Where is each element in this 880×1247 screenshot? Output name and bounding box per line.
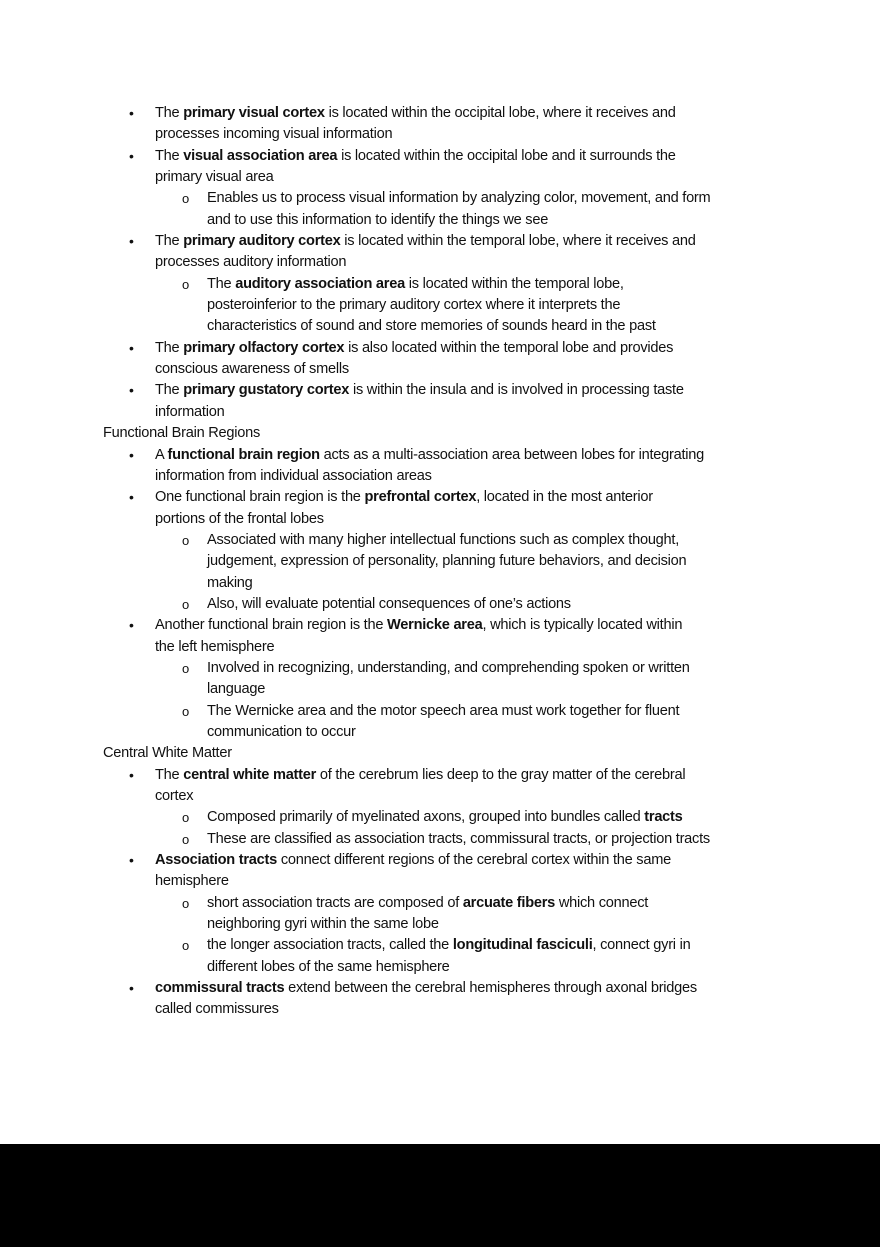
text-run: called commissures: [155, 1001, 279, 1018]
bold-term: commissural tracts: [155, 980, 285, 997]
bold-term: Association tracts: [155, 852, 278, 869]
bold-term: tracts: [644, 809, 683, 826]
line-text: [155, 786, 193, 807]
sub-bullet-circle-icon: o: [182, 532, 189, 548]
bold-term: arcuate fibers: [462, 894, 556, 911]
text-run: portions of the frontal lobes: [155, 510, 324, 527]
text-run: acts as a multi-association area between lobes for integrating: [319, 446, 705, 463]
text-run: primary visual area: [155, 169, 274, 186]
line-text: [155, 445, 704, 466]
bullet-line: [0, 252, 880, 273]
text-run: Associated with many higher intellectual functions such as complex thought,: [207, 531, 680, 548]
text-run: of the cerebrum lies deep to the gray matter of the cerebral: [316, 766, 686, 783]
bullet-dot-icon: •: [129, 766, 134, 783]
text-run: processes auditory information: [155, 254, 347, 271]
line-text: [155, 466, 432, 487]
line-text: [155, 509, 324, 530]
text-run: information from individual association areas: [155, 467, 432, 484]
sub-bullet-line: [0, 594, 880, 615]
bold-term: visual association area: [183, 147, 338, 164]
text-run: Involved in recognizing, understanding, and comprehending spoken or written: [207, 659, 690, 676]
text-run: The: [155, 382, 184, 399]
sub-bullet-line: [0, 658, 880, 679]
text-run: and to use this information to identify the things we see: [207, 211, 549, 228]
text-run: Another functional brain region is the: [155, 617, 388, 634]
bullet-line: [0, 999, 880, 1020]
sub-bullet-line: [0, 573, 880, 594]
bold-term: primary olfactory cortex: [183, 339, 345, 356]
bold-term: functional brain region: [167, 446, 320, 463]
sub-bullet-line: [0, 210, 880, 231]
text-run: hemisphere: [155, 873, 229, 890]
text-run: , located in the most anterior: [476, 489, 653, 506]
bullet-dot-icon: •: [129, 105, 134, 121]
sub-bullet-line: [0, 722, 880, 743]
bullet-line: [0, 103, 880, 124]
text-run: The: [207, 275, 236, 292]
line-text: [155, 252, 346, 273]
sub-bullet-line: [0, 274, 880, 295]
sub-bullet-line: [0, 935, 880, 956]
sub-bullet-line: [0, 188, 880, 209]
text-run: cortex: [155, 788, 194, 804]
text-run: information: [155, 403, 225, 420]
sub-bullet-line: [0, 914, 880, 935]
bullet-line: [0, 978, 880, 999]
text-run: is located within the temporal lobe, where it receives and: [340, 233, 696, 250]
sub-bullet-circle-icon: o: [182, 191, 189, 207]
text-run: characteristics of sound and store memories of sounds heard in the past: [207, 318, 656, 335]
line-text: [155, 978, 697, 999]
text-run: is within the insula and is involved in processing taste: [349, 382, 684, 399]
sub-bullet-circle-icon: o: [182, 810, 189, 826]
bullet-line: [0, 402, 880, 423]
sub-bullet-line: [0, 295, 880, 316]
text-run: judgement, expression of personality, planning future behaviors, and decision: [207, 553, 687, 570]
sub-bullet-line: [0, 829, 880, 850]
bullet-line: [0, 231, 880, 252]
bold-term: longitudinal fasciculi: [452, 937, 593, 954]
sub-bullet-line: [0, 679, 880, 700]
line-text: [155, 871, 229, 892]
line-text: [207, 722, 356, 743]
bold-term: Wernicke area: [387, 617, 483, 634]
bold-term: primary auditory cortex: [183, 233, 341, 250]
bullet-dot-icon: •: [129, 489, 134, 506]
bullet-line: [0, 786, 880, 807]
text-run: The: [155, 339, 184, 356]
line-text: [207, 658, 690, 679]
line-text: [207, 295, 620, 316]
line-text: [155, 765, 685, 786]
text-run: One functional brain region is the: [155, 489, 365, 506]
text-run: , connect gyri in: [592, 937, 691, 954]
text-run: The: [155, 147, 184, 164]
text-run: The Wernicke area and the motor speech area must work together for fluent: [207, 702, 680, 719]
bullet-line: [0, 637, 880, 658]
line-text: [207, 594, 571, 615]
text-run: the left hemisphere: [155, 638, 275, 655]
line-text: [155, 615, 682, 636]
text-run: language: [207, 681, 266, 698]
line-text: [103, 423, 260, 444]
line-text: [155, 338, 673, 359]
bold-term: primary visual cortex: [183, 105, 325, 121]
text-run: Functional Brain Regions: [103, 425, 261, 442]
bold-term: prefrontal cortex: [364, 489, 477, 506]
line-text: [207, 274, 624, 295]
document-body: [0, 103, 880, 1021]
bullet-line: [0, 615, 880, 636]
bullet-line: [0, 445, 880, 466]
sub-bullet-line: [0, 957, 880, 978]
bullet-line: [0, 466, 880, 487]
sub-bullet-circle-icon: o: [182, 938, 189, 954]
text-run: The: [155, 233, 184, 250]
text-run: short association tracts are composed of: [207, 894, 463, 911]
sub-bullet-circle-icon: o: [182, 660, 189, 676]
sub-bullet-circle-icon: o: [182, 596, 189, 612]
text-run: the longer association tracts, called the: [207, 937, 453, 954]
sub-bullet-line: [0, 807, 880, 828]
line-text: [155, 167, 274, 188]
sub-bullet-line: [0, 551, 880, 572]
sub-bullet-line: [0, 530, 880, 551]
bullet-dot-icon: •: [129, 617, 134, 634]
line-text: [155, 124, 392, 145]
line-text: [103, 743, 232, 764]
line-text: [207, 530, 679, 551]
line-text: [207, 807, 683, 828]
bold-term: primary gustatory cortex: [183, 382, 350, 399]
bold-term: central white matter: [183, 766, 317, 783]
bullet-line: [0, 359, 880, 380]
text-run: A: [155, 446, 168, 463]
text-run: The: [155, 105, 184, 121]
bullet-line: [0, 509, 880, 530]
line-text: [155, 103, 676, 124]
text-run: making: [207, 574, 253, 591]
text-run: connect different regions of the cerebral cortex within the same: [277, 852, 671, 869]
bottom-black-band: [0, 1144, 880, 1247]
line-text: [207, 188, 710, 209]
bullet-dot-icon: •: [129, 852, 134, 869]
sub-bullet-line: [0, 893, 880, 914]
bullet-dot-icon: •: [129, 382, 134, 399]
line-text: [207, 210, 548, 231]
text-run: Central White Matter: [103, 745, 232, 762]
line-text: [155, 487, 653, 508]
text-run: is located within the occipital lobe, where it receives and: [324, 105, 676, 121]
text-run: is located within the temporal lobe,: [404, 275, 624, 292]
bullet-line: [0, 124, 880, 145]
text-run: Also, will evaluate potential consequences of one’s actions: [207, 595, 571, 612]
text-run: Enables us to process visual information by analyzing color, movement, and form: [207, 190, 711, 207]
text-run: These are classified as association tracts, commissural tracts, or projection tracts: [207, 830, 710, 847]
bullet-line: [0, 487, 880, 508]
line-text: [207, 935, 690, 956]
text-run: neighboring gyri within the same lobe: [207, 916, 439, 933]
bullet-dot-icon: •: [129, 147, 134, 164]
line-text: [207, 316, 656, 337]
sub-bullet-line: [0, 316, 880, 337]
text-run: communication to occur: [207, 723, 356, 740]
line-text: [207, 551, 686, 572]
line-text: [155, 402, 224, 423]
bullet-dot-icon: •: [129, 233, 134, 250]
sub-bullet-circle-icon: o: [182, 703, 189, 719]
bullet-line: [0, 871, 880, 892]
text-run: processes incoming visual information: [155, 126, 393, 143]
text-run: The: [155, 766, 184, 783]
text-run: extend between the cerebral hemispheres through axonal bridges: [284, 980, 697, 997]
line-text: [207, 573, 253, 594]
sub-bullet-line: [0, 701, 880, 722]
line-text: [207, 914, 439, 935]
text-run: , which is typically located within: [482, 617, 683, 634]
bullet-line: [0, 146, 880, 167]
text-run: is also located within the temporal lobe and provides: [344, 339, 674, 356]
line-text: [207, 679, 265, 700]
line-text: [207, 829, 710, 850]
section-heading: [0, 743, 880, 764]
bullet-dot-icon: •: [129, 980, 134, 997]
text-run: which connect: [555, 894, 649, 911]
sub-bullet-circle-icon: o: [182, 276, 189, 292]
text-run: Composed primarily of myelinated axons, grouped into bundles called: [207, 809, 645, 826]
line-text: [155, 637, 274, 658]
bullet-line: [0, 380, 880, 401]
text-run: different lobes of the same hemisphere: [207, 958, 450, 975]
sub-bullet-circle-icon: o: [182, 895, 189, 911]
section-heading: [0, 423, 880, 444]
bullet-line: [0, 765, 880, 786]
line-text: [155, 146, 676, 167]
line-text: [207, 893, 648, 914]
line-text: [155, 999, 279, 1020]
text-run: is located within the occipital lobe and it surrounds the: [337, 147, 676, 164]
bold-term: auditory association area: [235, 275, 405, 292]
text-run: conscious awareness of smells: [155, 361, 349, 378]
bullet-dot-icon: •: [129, 446, 134, 463]
line-text: [155, 380, 684, 401]
sub-bullet-circle-icon: o: [182, 831, 189, 847]
bullet-line: [0, 850, 880, 871]
bullet-line: [0, 338, 880, 359]
line-text: [155, 850, 671, 871]
line-text: [155, 359, 349, 380]
bullet-line: [0, 167, 880, 188]
bullet-dot-icon: •: [129, 339, 134, 356]
line-text: [207, 957, 450, 978]
text-run: posteroinferior to the primary auditory cortex where it interprets the: [207, 297, 621, 314]
line-text: [207, 701, 679, 722]
line-text: [155, 231, 696, 252]
